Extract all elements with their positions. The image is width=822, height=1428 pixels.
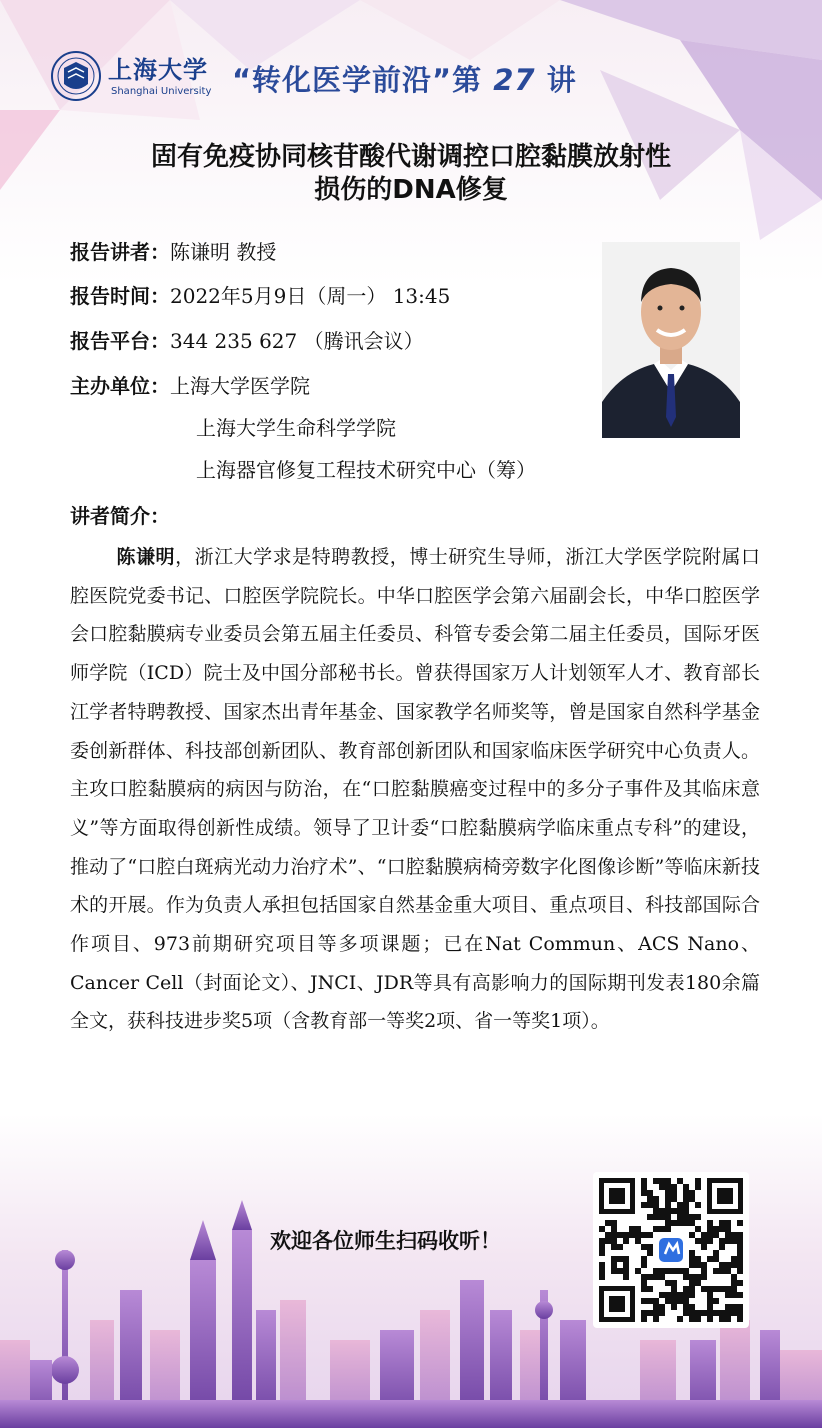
- speaker-label: 报告讲者：: [70, 240, 170, 264]
- time-value: 2022年5月9日（周一） 13:45: [170, 284, 451, 308]
- talk-title-line-1: 固有免疫协同核苷酸代谢调控口腔黏膜放射性: [150, 142, 671, 172]
- series-title: [232, 58, 577, 99]
- series-number: 27: [493, 63, 536, 97]
- bio-name: 陈谦明: [116, 546, 176, 568]
- host-3: 上海器官修复工程技术研究中心（筹）: [196, 458, 536, 482]
- time-label: 报告时间：: [70, 284, 170, 308]
- series-prefix: “转化医学前沿”第: [232, 63, 483, 97]
- qr-code[interactable]: [593, 1172, 749, 1328]
- host-row: [70, 372, 310, 400]
- speaker-value: 陈谦明 教授: [170, 240, 277, 264]
- host-row-2: [196, 414, 396, 442]
- university-name-cn: 上海大学: [108, 55, 208, 84]
- speaker-row: [70, 238, 276, 266]
- host-row-3: [196, 456, 536, 484]
- background-triangles: [0, 0, 822, 260]
- host-1: 上海大学医学院: [170, 374, 310, 398]
- bio-heading: 讲者简介：: [70, 504, 170, 528]
- talk-title-line-2: 损伤的DNA修复: [314, 175, 508, 205]
- qr-code-icon: [599, 1178, 743, 1322]
- welcome-text: 欢迎各位师生扫码收听！: [270, 1228, 501, 1253]
- bio-paragraph: [70, 538, 760, 1041]
- speaker-photo: [602, 242, 740, 438]
- time-row: [70, 282, 450, 310]
- university-emblem-icon: [50, 46, 102, 106]
- host-2: 上海大学生命科学学院: [196, 416, 396, 440]
- bio-text: ，浙江大学求是特聘教授，博士研究生导师，浙江大学医学院附属口腔医院党委书记、口腔医学院院长。中华口腔医学会第六届副会长，中华口腔医学会口腔黏膜病专业委员会第五届主任委员、科管专委会第二届主任委员，国际牙医师学院（ICD）院士及中国分部秘书长。曾获得国家万人计划领军人才、教育部长江学者特聘教授、国家杰出青年基金、国家教学名师奖等，曾是国家自然科学基金委创新群体、科技部创新团队、教育部创新团队和国家临床医学研究中心负责人。主攻口腔黏膜病的病因与防治，在“口腔黏膜癌变过程中的多分子事件及其临床意义”等方面取得创新性成绩。领导了卫计委“口腔黏膜病学临床重点专科”的建设，推动了“口腔白斑病光动力治疗术”、“口腔黏膜病椅旁数字化图像诊断”等临床新技术的开展。作为负责人承担包括国家自然基金重大项目、重点项目、科技部国际合作项目、973前期研究项目等多项课题；已在Nat Commun、ACS Nano、Cancer Cell（封面论文）、JNCI、JDR等具有高影响力的国际期刊发表180余篇全文，获科技进步奖5项（含教育部一等奖2项、省一等奖1项）。: [70, 546, 760, 1033]
- university-name-en: Shanghai University: [111, 86, 212, 97]
- platform-label: 报告平台：: [70, 329, 170, 353]
- host-label: 主办单位：: [70, 374, 170, 398]
- series-suffix: 讲: [546, 63, 577, 97]
- platform-row: [70, 327, 424, 355]
- platform-value: 344 235 627 （腾讯会议）: [170, 329, 424, 353]
